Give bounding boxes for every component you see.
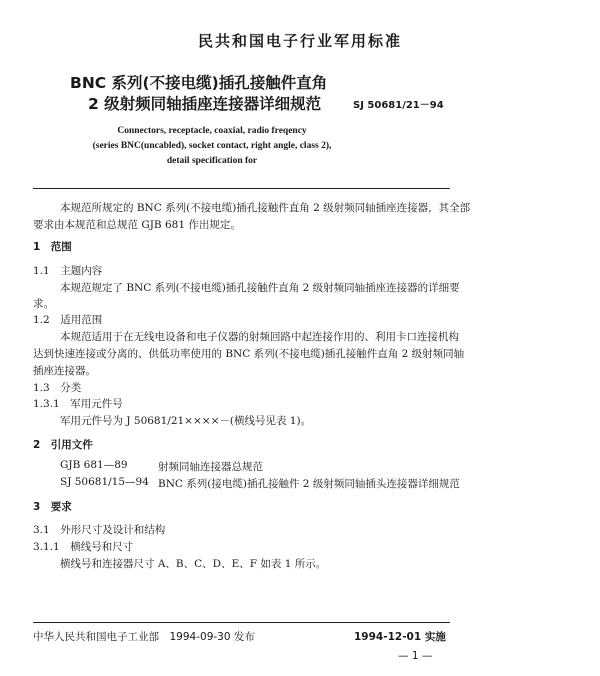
section-1-3-heading: 1.3 分类 <box>33 382 82 394</box>
ref-title: 射频同轴连接器总规范 <box>158 461 263 473</box>
ref-title: BNC 系列(接电缆)插孔接触件 2 级射频同轴插头连接器详细规范 <box>158 478 460 490</box>
section-3-1-1-heading: 3.1.1 横线号和尺寸 <box>33 541 134 553</box>
section-3-1-1-line1: 横线号和连接器尺寸 A、B、C、D、E、F 如表 1 所示。 <box>60 558 327 570</box>
section-1-2-heading: 1.2 适用范围 <box>33 314 103 326</box>
intro-line1: 本规范所规定的 BNC 系列(不接电缆)插孔接触件直角 2 级射频同轴插座连接器，其全部 <box>60 202 471 214</box>
section-1-2-line1: 本规范适用于在无线电设备和电子仪器的射频回路中起连接作用的、利用卡口连接机构 <box>60 331 459 343</box>
issuer-line: 中华人民共和国电子工业部 1994-09-30 发布 <box>33 631 255 643</box>
section-3-heading: 3 要求 <box>33 501 72 513</box>
english-title-line1: Connectors, receptacle, coaxial, radio freqency <box>117 126 307 136</box>
doc-title-line1: BNC 系列(不接电缆)插孔接触件直角 <box>70 74 328 92</box>
section-1-2-line2: 达到快速连接或分离的、供低功率使用的 BNC 系列(不接电缆)插孔接触件直角 2 级射频同轴 <box>33 348 465 360</box>
header-divider <box>33 188 450 189</box>
ref-code: GJB 681—89 <box>60 459 128 471</box>
section-1-1-line1: 本规范规定了 BNC 系列(不接电缆)插孔接触件直角 2 级射频同轴插座连接器的详细要 <box>60 282 460 294</box>
english-title-line3: detail specification for <box>166 156 258 166</box>
page-number: — 1 — <box>398 650 433 662</box>
english-title-line2: (series BNC(uncabled), socket contact, right angle, class 2), <box>92 141 332 151</box>
intro-line2: 要求由本规范和总规范 GJB 681 作出规定。 <box>33 219 241 231</box>
org-header: 民共和国电子行业军用标准 <box>197 32 402 50</box>
section-3-1-heading: 3.1 外形尺寸及设计和结构 <box>33 524 166 536</box>
footer-divider <box>33 622 450 623</box>
ref-code: SJ 50681/15—94 <box>60 476 149 488</box>
standard-number: SJ 50681/21－94 <box>353 100 444 111</box>
effective-date: 1994-12-01 实施 <box>354 631 446 643</box>
section-1-2-line3: 插座连接器。 <box>33 365 96 377</box>
section-1-3-1-line1: 军用元件号为 J 50681/21××××－(横线号见表 1)。 <box>60 415 312 427</box>
section-2-heading: 2 引用文件 <box>33 439 93 451</box>
section-1-1-heading: 1.1 主题内容 <box>33 265 103 277</box>
doc-title-line2: 2 级射频同轴插座连接器详细规范 <box>88 95 322 113</box>
section-1-1-line2: 求。 <box>33 298 54 310</box>
section-1-3-1-heading: 1.3.1 军用元件号 <box>33 398 123 410</box>
section-1-heading: 1 范围 <box>33 241 72 253</box>
